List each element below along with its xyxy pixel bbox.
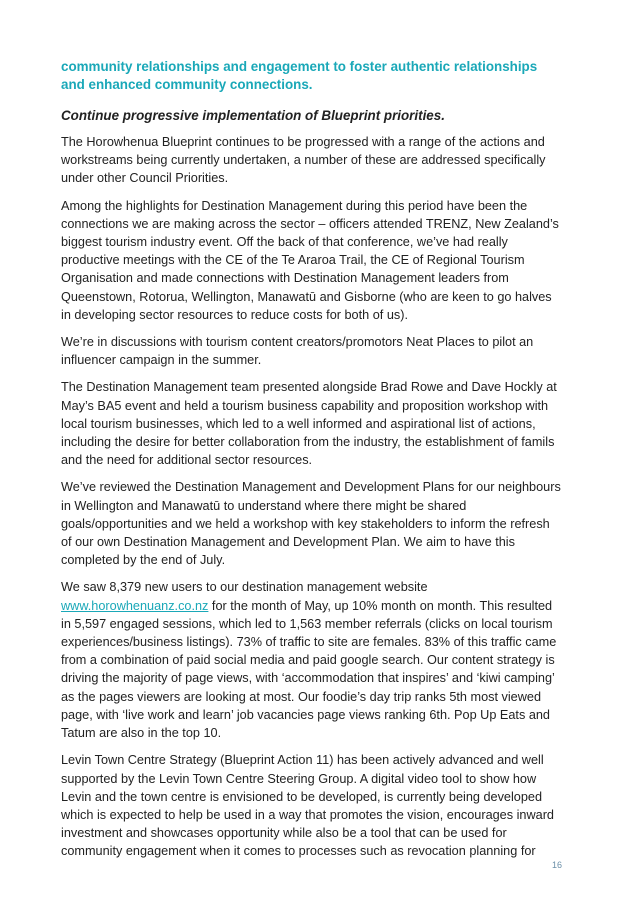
page-number: 16 — [551, 860, 562, 870]
website-stats-intro: We saw 8,379 new users to our destination management website — [61, 580, 428, 595]
paragraph-blueprint: The Horowhenua Blueprint continues to be progressed with a range of the actions and workstreams being currently undertaken, a number of these are addressed specifically under other Council Priorities. — [61, 135, 546, 186]
paragraph-destination-highlights: Among the highlights for Destination Management during this period have been the connections we are making across the sector – officers attended TRENZ, New Zealand’s biggest tourism industry event. Off the back of that conference, we’ve had really productive meetings with the CE of the Te Araroa Trail, the CE of Regional Tourism Organisation and made connections with Destination Management leaders from Queenstown, Rotorua, Wellington, Manawatū and Gisborne (who are keen to go halves in developing sector resources to reduce costs for both of us). — [61, 198, 559, 322]
paragraph-influencer-campaign: We’re in discussions with tourism content creators/promotors Neat Places to pilot an influencer campaign in the summer. — [61, 335, 534, 368]
paragraph-town-centre-strategy: Levin Town Centre Strategy (Blueprint Action 11) has been actively advanced and well supported by the Levin Town Centre Steering Group. A digital video tool to show how Levin and the town centre is envisioned to be developed, is currently being developed which is expected to help be used in a way that promotes the vision, encourages inward investment and showcases opportunity while also be a tool that can be used for community engagement when it comes to processes such as revocation planning for — [61, 753, 554, 859]
document-page — [61, 58, 563, 870]
paragraph-website-stats — [61, 578, 563, 742]
website-stats-detail: for the month of May, up 10% month on month. This resulted in 5,597 engaged sessions, which led to 1,563 member referrals (clicks on local tourism experiences/business listings). 73% of traffic to site are females. 83% of this traffic came from a combination of paid social media and paid google search. Our content strategy is driving the majority of page views, with ‘accommodation that inspires’ and ‘kiwi camping’ as the pages viewers are looking at most. Our foodie’s day trip ranks 5th most viewed page, with ‘live work and learn’ job vacancies page views ranking 6th. Pop Up Eats and Tatum are also in the top 10. — [61, 598, 557, 741]
section-heading: community relationships and engagement to foster authentic relationships and enhanced community connections. — [61, 59, 538, 92]
paragraph-plans-review: We’ve reviewed the Destination Management and Development Plans for our neighbours in Wellington and Manawatū to understand where there might be shared goals/opportunities and we held a workshop with key stakeholders to inform the refresh of our own Destination Management and Development Plan. We aim to have this completed by the end of July. — [61, 480, 561, 568]
priority-subheading: Continue progressive implementation of Blueprint priorities. — [61, 108, 445, 123]
paragraph-ba5-event: The Destination Management team presented alongside Brad Rowe and Dave Hockly at May’s BA5 event and held a tourism business capability and proposition workshop with local tourism businesses, which led to a well informed and aspirational list of actions, including the desire for better collaboration from the industry, the establishment of famils and the need for additional sector resources. — [61, 380, 557, 468]
website-link[interactable]: www.horowhenuanz.co.nz — [61, 598, 209, 613]
